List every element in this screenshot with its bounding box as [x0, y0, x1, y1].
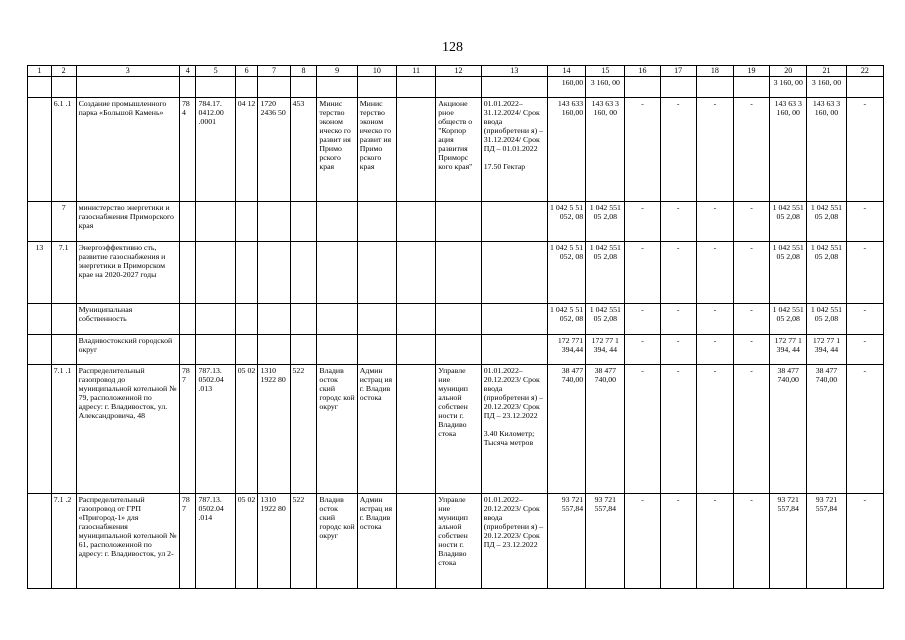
cell: 78 7: [179, 365, 196, 494]
col-header: 20: [770, 66, 807, 77]
cell-dash: -: [696, 335, 733, 365]
cell-amount: 93 721 557,84: [586, 494, 625, 589]
budget-table: [27, 65, 884, 589]
cell-dash: -: [733, 98, 769, 202]
col-header: 19: [733, 66, 769, 77]
cell: [357, 77, 396, 98]
header-row: [28, 66, 884, 77]
cell: [179, 304, 196, 335]
cell: [28, 494, 52, 589]
cell: [397, 335, 436, 365]
cell-amount: 1 042 551 05 2,08: [770, 202, 807, 242]
cell: [290, 242, 317, 304]
capacity-text: 17.50 Гектар: [483, 162, 526, 171]
cell-dash: -: [696, 304, 733, 335]
cell-name: министерство энергетики и газоснабжения Приморского края: [76, 202, 179, 242]
cell-name: Муниципальная собственность: [76, 304, 179, 335]
cell: [317, 335, 357, 365]
cell: Акционе рное обществ о "Корпор ация развития Приморс кого края": [436, 98, 481, 202]
cell: [196, 242, 235, 304]
cell: [397, 365, 436, 494]
col-header: 14: [547, 66, 585, 77]
cell: Админ истрац ия г. Владив остока: [357, 365, 396, 494]
cell-amount: 160,00: [547, 77, 585, 98]
cell: [51, 77, 76, 98]
cell: [28, 77, 52, 98]
cell: [317, 77, 357, 98]
cell-amount: 143 63 3 160, 00: [770, 98, 807, 202]
col-header: 18: [696, 66, 733, 77]
cell-dash: -: [846, 365, 883, 494]
cell-amount: 38 477 740,00: [586, 365, 625, 494]
cell-dash: -: [733, 202, 769, 242]
cell: [397, 202, 436, 242]
cell-name: Энергоэффективно сть, развитие газоснабжения и энергетики в Приморском крае на 2020-2027 годы: [76, 242, 179, 304]
cell-amount: 1 042 551 05 2,08: [770, 304, 807, 335]
cell-amount: 1 042 551 05 2,08: [586, 202, 625, 242]
cell-period: [481, 98, 547, 202]
col-header: 22: [846, 66, 883, 77]
cell-number: 7.1 .1: [51, 365, 76, 494]
cell: 1310 1922 80: [258, 365, 290, 494]
cell-amount: 172 77 1 394, 44: [586, 335, 625, 365]
cell: [397, 77, 436, 98]
cell-amount: 3 160, 00: [807, 77, 846, 98]
col-header: 8: [290, 66, 317, 77]
cell: [179, 242, 196, 304]
cell: Управле ние муницип альной собствен ности г. Владиво стока: [436, 494, 481, 589]
cell: [696, 77, 733, 98]
cell: Владив осток ский городс кой округ: [317, 494, 357, 589]
cell-amount: 172 77 1 394, 44: [770, 335, 807, 365]
cell-dash: -: [733, 304, 769, 335]
cell-dash: -: [625, 304, 660, 335]
cell: [481, 304, 547, 335]
cell: [28, 365, 52, 494]
cell: 784.17. 0412.00 .0001: [196, 98, 235, 202]
cell: [357, 242, 396, 304]
cell-amount: 1 042 551 05 2,08: [770, 242, 807, 304]
table-row: [28, 365, 884, 494]
cell: [357, 202, 396, 242]
cell: Управле ние муницип альной собствен ности г. Владиво стока: [436, 365, 481, 494]
cell: [51, 304, 76, 335]
cell-number: 13: [28, 242, 52, 304]
cell-number: 7.1: [51, 242, 76, 304]
cell-dash: -: [625, 494, 660, 589]
cell-dash: -: [696, 98, 733, 202]
cell-name: Распределительный газопровод от ГРП «Пригород-1» для газоснабжения муниципальной котельной № 61, расположенной по адресу: г. Владивосток, ул 2-: [76, 494, 179, 589]
cell: 522: [290, 365, 317, 494]
cell: [258, 77, 290, 98]
cell-dash: -: [660, 202, 696, 242]
cell: [317, 242, 357, 304]
cell: [196, 304, 235, 335]
cell-amount: 93 721 557,84: [547, 494, 585, 589]
cell: [397, 242, 436, 304]
cell-name: Создание промышленного парка «Большой Камень»: [76, 98, 179, 202]
cell-amount: 143 63 3 160, 00: [807, 98, 846, 202]
cell-amount: 3 160, 00: [586, 77, 625, 98]
cell-period: [481, 365, 547, 494]
table-row: [28, 494, 884, 589]
cell-number: 7: [51, 202, 76, 242]
cell-dash: -: [660, 242, 696, 304]
col-header: 15: [586, 66, 625, 77]
cell: [28, 304, 52, 335]
cell: [846, 77, 883, 98]
cell: Админ истрац ия г. Владив остока: [357, 494, 396, 589]
cell-name: Владивостокский городской округ: [76, 335, 179, 365]
col-header: 4: [179, 66, 196, 77]
cell: [481, 335, 547, 365]
table-row: [28, 202, 884, 242]
cell-amount: 38 477 740,00: [770, 365, 807, 494]
table-row: [28, 98, 884, 202]
cell-dash: -: [733, 335, 769, 365]
col-header: 5: [196, 66, 235, 77]
cell-dash: -: [625, 98, 660, 202]
cell-amount: 93 721 557,84: [807, 494, 846, 589]
col-header: 10: [357, 66, 396, 77]
cell-dash: -: [696, 365, 733, 494]
cell-name: Распределительный газопровод до муниципальной котельной № 79, расположенной по адресу: г. Владивосток, ул. Александровича, 48: [76, 365, 179, 494]
col-header: 7: [258, 66, 290, 77]
cell: [481, 77, 547, 98]
cell: 04 12: [235, 98, 258, 202]
cell: [179, 202, 196, 242]
table-row: [28, 304, 884, 335]
cell: [481, 202, 547, 242]
cell: 05 02: [235, 494, 258, 589]
col-header: 3: [76, 66, 179, 77]
cell: [397, 304, 436, 335]
cell: [660, 77, 696, 98]
cell-amount: 1 042 551 05 2,08: [807, 202, 846, 242]
cell: [258, 304, 290, 335]
cell-period: 01.01.2022– 20.12.2023/ Срок ввода (приобретени я) – 20.12.2023/ Срок ПД – 23.12.2022: [481, 494, 547, 589]
cell-number: 6.1 .1: [51, 98, 76, 202]
col-header: 11: [397, 66, 436, 77]
col-header: 1: [28, 66, 52, 77]
cell-dash: -: [696, 242, 733, 304]
capacity-text: 3.40 Километр; Тысяча метров: [483, 429, 535, 447]
cell: 78 4: [179, 98, 196, 202]
cell: [436, 304, 481, 335]
cell: [357, 304, 396, 335]
cell: [290, 77, 317, 98]
cell-amount: 93 721 557,84: [770, 494, 807, 589]
cell: [196, 77, 235, 98]
col-header: 9: [317, 66, 357, 77]
cell-dash: -: [733, 494, 769, 589]
cell-dash: -: [846, 98, 883, 202]
cell: [481, 242, 547, 304]
cell: [196, 202, 235, 242]
cell-amount: 1 042 551 05 2,08: [586, 242, 625, 304]
table-row: [28, 335, 884, 365]
cell: [733, 77, 769, 98]
table-row: [28, 77, 884, 98]
cell: Владив осток ский городс кой округ: [317, 365, 357, 494]
cell-dash: -: [625, 202, 660, 242]
col-header: 17: [660, 66, 696, 77]
period-text: 01.01.2022– 31.12.2024/ Срок ввода (приобретени я) – 31.12.2024/ Срок ПД – 01.01.2022: [483, 99, 544, 153]
cell: 1720 2436 50: [258, 98, 290, 202]
cell: [28, 335, 52, 365]
cell-dash: -: [660, 98, 696, 202]
cell: [235, 77, 258, 98]
cell: Минис терство эконом ическо го развит ия Примо рского края: [357, 98, 396, 202]
cell-dash: -: [846, 242, 883, 304]
col-header: 13: [481, 66, 547, 77]
cell-dash: -: [625, 242, 660, 304]
cell-dash: -: [625, 335, 660, 365]
cell: [258, 242, 290, 304]
cell: [235, 335, 258, 365]
cell-dash: -: [660, 365, 696, 494]
cell: [235, 202, 258, 242]
cell: [436, 77, 481, 98]
cell: [290, 304, 317, 335]
cell-dash: -: [846, 202, 883, 242]
cell: [28, 202, 52, 242]
cell: [76, 77, 179, 98]
cell: [196, 335, 235, 365]
cell-dash: -: [660, 494, 696, 589]
cell-dash: -: [625, 365, 660, 494]
cell: [397, 494, 436, 589]
cell: [51, 335, 76, 365]
cell: 05 02: [235, 365, 258, 494]
cell: [235, 304, 258, 335]
col-header: 16: [625, 66, 660, 77]
cell-amount: 38 477 740,00: [807, 365, 846, 494]
cell-dash: -: [846, 494, 883, 589]
cell: [290, 202, 317, 242]
cell: 787.13. 0502.04 .013: [196, 365, 235, 494]
cell-amount: 143 63 3 160, 00: [586, 98, 625, 202]
cell: Минис терство эконом ическо го развит ия Примо рского края: [317, 98, 357, 202]
cell: [357, 335, 396, 365]
cell-amount: 172 771 394,44: [547, 335, 585, 365]
cell: [317, 202, 357, 242]
cell-amount: 1 042 5 51 052, 08: [547, 202, 585, 242]
cell: [436, 242, 481, 304]
cell: 1310 1922 80: [258, 494, 290, 589]
cell: [28, 98, 52, 202]
cell: [179, 335, 196, 365]
cell: [258, 335, 290, 365]
cell: 787.13. 0502.04 .014: [196, 494, 235, 589]
cell-amount: 1 042 551 05 2,08: [807, 242, 846, 304]
cell: [625, 77, 660, 98]
cell: [436, 335, 481, 365]
col-header: 6: [235, 66, 258, 77]
cell: 78 7: [179, 494, 196, 589]
cell-amount: 1 042 551 05 2,08: [586, 304, 625, 335]
cell: [436, 202, 481, 242]
cell-dash: -: [846, 335, 883, 365]
cell: [397, 98, 436, 202]
col-header: 2: [51, 66, 76, 77]
cell-dash: -: [660, 304, 696, 335]
cell-dash: -: [733, 242, 769, 304]
cell: [179, 77, 196, 98]
cell: 522: [290, 494, 317, 589]
table-row: [28, 242, 884, 304]
cell-amount: 172 77 1 394, 44: [807, 335, 846, 365]
cell: [290, 335, 317, 365]
cell-dash: -: [846, 304, 883, 335]
cell: 453: [290, 98, 317, 202]
period-text: 01.01.2022– 20.12.2023/ Срок ввода (приобретени я) – 20.12.2023/ Срок ПД – 23.12.2022: [483, 366, 544, 420]
cell-amount: 1 042 5 51 052, 08: [547, 242, 585, 304]
cell: [235, 242, 258, 304]
cell-number: 7.1 .2: [51, 494, 76, 589]
cell-amount: 1 042 551 05 2,08: [807, 304, 846, 335]
cell-amount: 143 633 160,00: [547, 98, 585, 202]
cell: [258, 202, 290, 242]
cell-dash: -: [696, 202, 733, 242]
cell-dash: -: [696, 494, 733, 589]
page-number: 128: [442, 40, 463, 55]
cell-amount: 1 042 5 51 052, 08: [547, 304, 585, 335]
cell-amount: 38 477 740,00: [547, 365, 585, 494]
cell-dash: -: [733, 365, 769, 494]
cell-amount: 3 160, 00: [770, 77, 807, 98]
col-header: 21: [807, 66, 846, 77]
col-header: 12: [436, 66, 481, 77]
cell-dash: -: [660, 335, 696, 365]
cell: [317, 304, 357, 335]
